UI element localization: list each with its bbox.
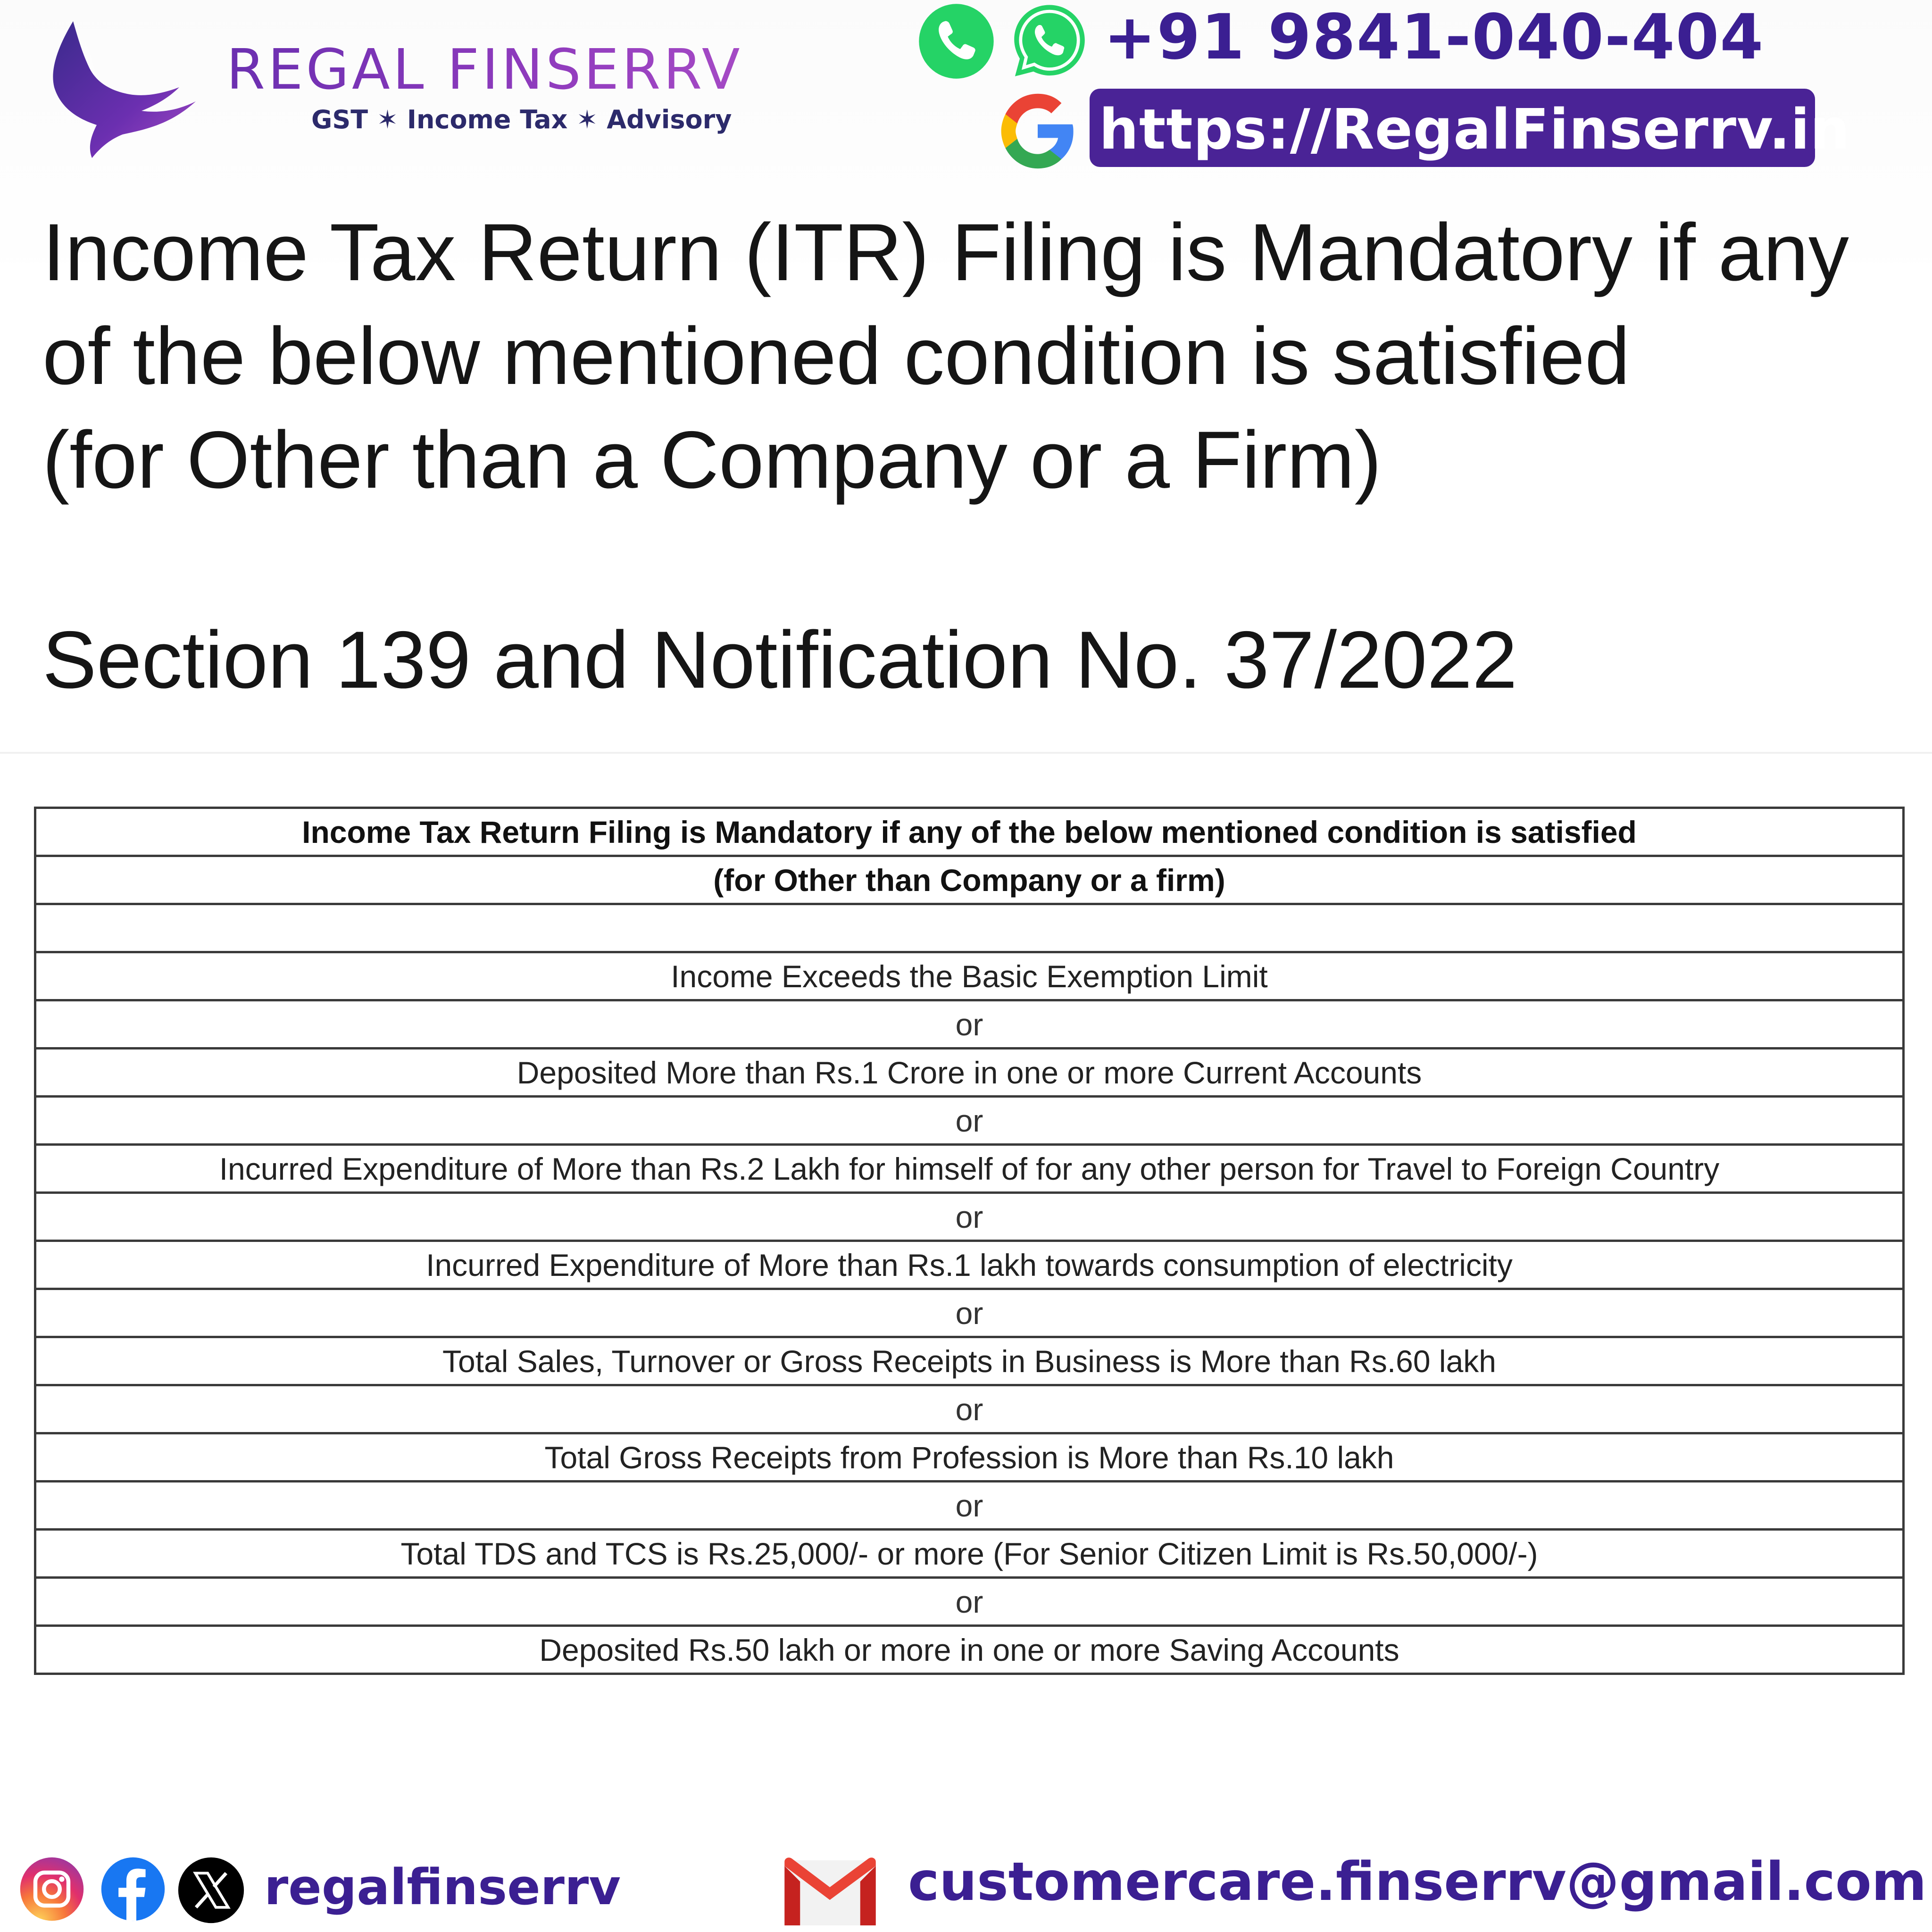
table-row	[35, 1049, 1904, 1097]
headline-line-2: of the below mentioned condition is satisfied	[42, 311, 1630, 401]
facebook-icon[interactable]	[100, 1856, 166, 1922]
table-row	[35, 1626, 1904, 1674]
or-separator: or	[35, 1289, 1904, 1337]
instagram-icon[interactable]	[19, 1856, 85, 1922]
or-separator: or	[35, 1000, 1904, 1049]
condition-cell: Total Sales, Turnover or Gross Receipts in Business is More than Rs.60 lakh	[35, 1337, 1904, 1385]
table-row	[35, 1097, 1904, 1145]
headline	[42, 200, 1906, 512]
condition-cell: Incurred Expenditure of More than Rs.1 lakh towards consumption of electricity	[35, 1241, 1904, 1289]
headline-line-1: Income Tax Return (ITR) Filing is Mandatory if any	[42, 207, 1849, 298]
whatsapp-icon[interactable]	[1009, 1, 1090, 81]
table-row	[35, 1193, 1904, 1241]
or-separator: or	[35, 1193, 1904, 1241]
condition-cell: Deposited Rs.50 lakh or more in one or more Saving Accounts	[35, 1626, 1904, 1674]
website-link[interactable]: https://RegalFinserrv.in	[1099, 97, 1850, 162]
phone-number[interactable]: +91 9841-040-404	[1104, 1, 1765, 74]
brand-tagline: GST ✶ Income Tax ✶ Advisory	[311, 105, 732, 134]
gmail-icon[interactable]	[783, 1856, 877, 1927]
or-separator: or	[35, 1578, 1904, 1626]
table-header-subtitle: (for Other than Company or a firm)	[35, 856, 1904, 904]
table-blank-cell	[35, 904, 1904, 952]
section-reference: Section 139 and Notification No. 37/2022	[42, 615, 1517, 705]
table-row	[35, 904, 1904, 952]
or-separator: or	[35, 1385, 1904, 1433]
or-separator: or	[35, 1097, 1904, 1145]
condition-cell: Deposited More than Rs.1 Crore in one or more Current Accounts	[35, 1049, 1904, 1097]
x-icon[interactable]	[177, 1856, 245, 1924]
headline-line-3: (for Other than a Company or a Firm)	[42, 415, 1382, 505]
table-row	[35, 1578, 1904, 1626]
divider	[0, 752, 1932, 754]
table-row	[35, 1433, 1904, 1482]
or-separator: or	[35, 1482, 1904, 1530]
email-address[interactable]: customercare.finserrv@gmail.com	[908, 1851, 1927, 1913]
table-row	[35, 1145, 1904, 1193]
phone-icon[interactable]	[917, 2, 995, 80]
table-row	[35, 952, 1904, 1000]
table-row	[35, 1385, 1904, 1433]
eagle-logo-icon	[40, 17, 200, 167]
table-row	[35, 856, 1904, 904]
conditions-table	[34, 807, 1905, 1675]
table-row	[35, 1337, 1904, 1385]
social-handle[interactable]: regalfinserrv	[264, 1858, 621, 1916]
table-row	[35, 808, 1904, 856]
table-row	[35, 1000, 1904, 1049]
brand-name: REGAL FINSERRV	[226, 37, 743, 102]
google-icon[interactable]	[995, 89, 1080, 174]
condition-cell: Total TDS and TCS is Rs.25,000/- or more (For Senior Citizen Limit is Rs.50,000/-)	[35, 1530, 1904, 1578]
table-row	[35, 1530, 1904, 1578]
condition-cell: Income Exceeds the Basic Exemption Limit	[35, 952, 1904, 1000]
condition-cell: Total Gross Receipts from Profession is More than Rs.10 lakh	[35, 1433, 1904, 1482]
table-row	[35, 1241, 1904, 1289]
condition-cell: Incurred Expenditure of More than Rs.2 Lakh for himself of for any other person for Travel to Foreign Country	[35, 1145, 1904, 1193]
table-header-title: Income Tax Return Filing is Mandatory if any of the below mentioned condition is satisfied	[35, 808, 1904, 856]
table-row	[35, 1289, 1904, 1337]
table-row	[35, 1482, 1904, 1530]
